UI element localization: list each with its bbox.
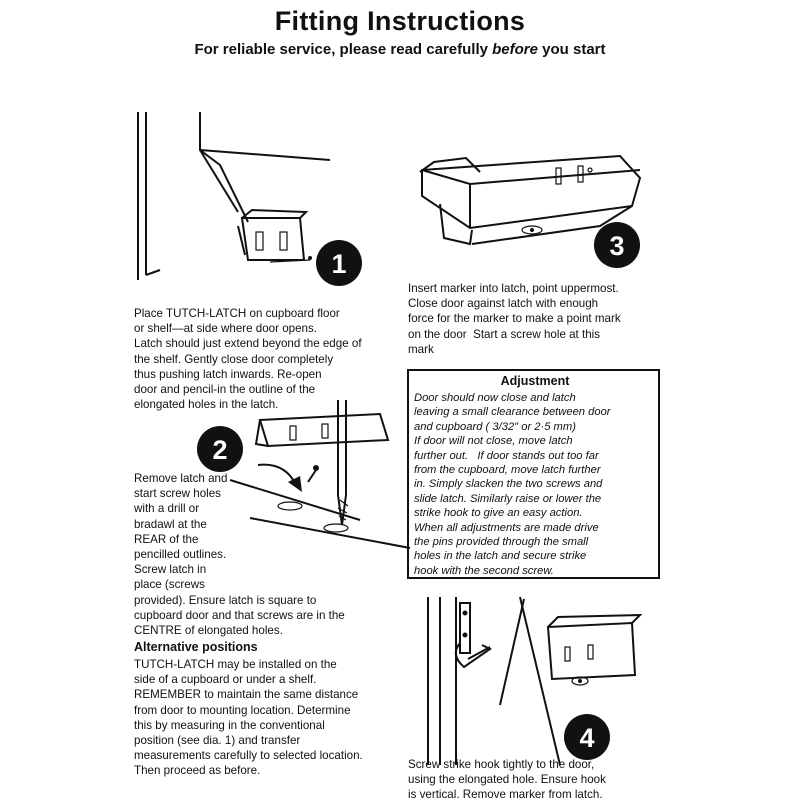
step3-number: 3 <box>609 231 625 261</box>
step3-badge <box>592 220 642 270</box>
subtitle-suffix: you start <box>542 41 606 58</box>
step1-number: 1 <box>331 249 347 279</box>
step2-number: 2 <box>212 435 228 465</box>
alternative-text: TUTCH-LATCH may be installed on the side of a cupboard or under a shelf. REMEMBER to maintain the same distance from door to mounting location. Determine this by measuring in the conventional position (see dia. 1) and transfer measurements carefully to selected location. Then proceed as before. <box>134 658 363 778</box>
subtitle-emphasis: before <box>492 41 538 58</box>
alternative-heading: Alternative positions <box>134 640 258 654</box>
step1-text: Place TUTCH-LATCH on cupboard floor or shelf—at side where door opens. Latch should just extend beyond the edge of the shelf. Gently close door completely thus pushing latch inwards. Re-open door and pencil-in the outline of the elongated holes in the latch. <box>134 307 362 412</box>
step4-text: Screw strike hook tightly to the door, using the elongated hole. Ensure hook is vertical. Remove marker from latch. <box>408 758 606 802</box>
step1-badge <box>314 238 364 288</box>
page-title: Fitting Instructions <box>274 6 526 36</box>
step2-badge <box>195 424 245 474</box>
subtitle-prefix: For reliable service, please read carefully <box>194 41 488 58</box>
step4-number: 4 <box>579 723 595 753</box>
step4-badge <box>562 712 612 762</box>
step3-text: Insert marker into latch, point uppermost. Close door against latch with enough force for the marker to make a point mark on the door Start a screw hole at this mark <box>408 282 621 356</box>
adjustment-text: Door should now close and latch leaving a small clearance between door and cupboard ( 3/32" or 2·5 mm) If door will not close, move latch further out. If door stands out too far from the cupboard, move latch further in. Simply slacken the two screws and slide latch. Similarly raise or lower the strike hook to give an easy action. When all adjustments are made drive the pins provided through the small holes in the latch and secure strike hook with the second screw. <box>414 392 611 577</box>
adjustment-heading: Adjustment <box>500 374 570 388</box>
step2-text: Remove latch and start screw holes with a drill or bradawl at the REAR of the pencilled outlines. Screw latch in place (screws provided). Ensure latch is square to cupboard door and that screws are in the CENTRE of elongated holes. <box>134 472 345 638</box>
page-subtitle <box>0 41 800 58</box>
illustration-step4 <box>420 595 660 765</box>
